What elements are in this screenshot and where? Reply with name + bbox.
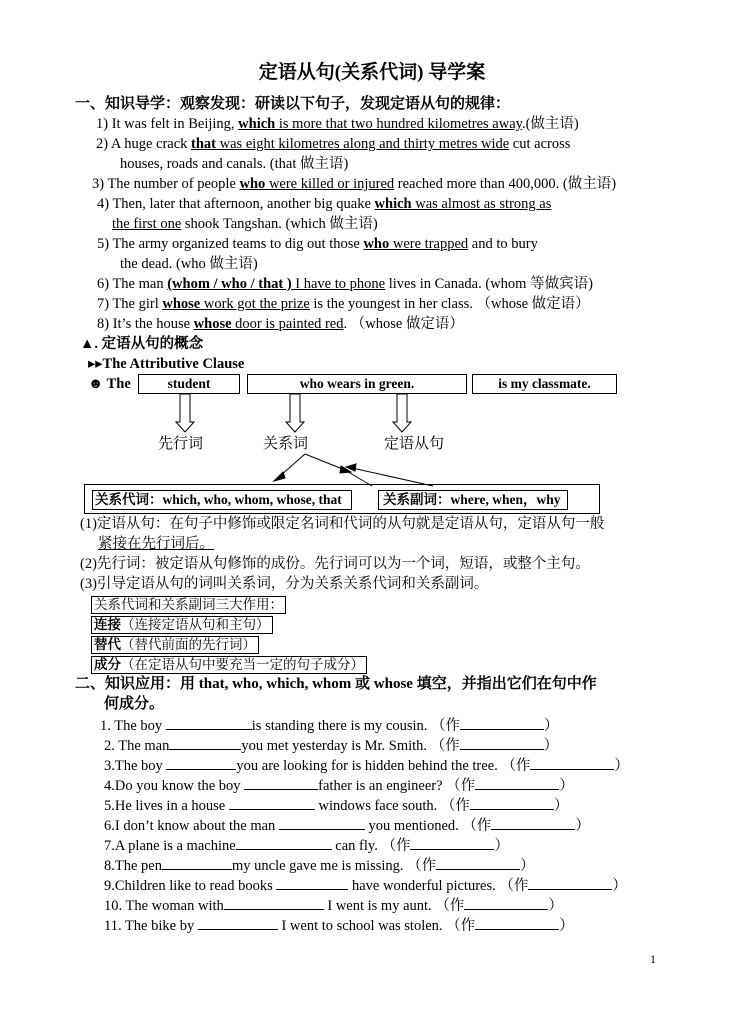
answer-blank[interactable] xyxy=(236,836,332,850)
box-relative-clause: who wears in green. xyxy=(247,374,467,394)
relative-pronouns-box: 关系代词：which, who, whom, whose, that xyxy=(92,490,352,510)
exercise-11: 11. The bike by I went to school was stolen. （作 ） xyxy=(104,918,574,934)
answer-blank[interactable] xyxy=(276,876,348,890)
sentence-6: 6) The man (whom / who / that ) I have to phone lives in Canada. (whom 等做宾语) xyxy=(97,276,593,292)
concept-heading: ▲. 定语从句的概念 xyxy=(80,336,204,352)
role-blank[interactable] xyxy=(460,736,544,750)
label-relative-word: 关系词 xyxy=(263,436,309,452)
label-antecedent: 先行词 xyxy=(158,436,204,452)
relative-adverbs-box: 关系副词：where, when，why xyxy=(378,490,568,510)
answer-blank[interactable] xyxy=(166,716,252,730)
page-number: 1 xyxy=(650,952,656,966)
exercise-3: 3.The boy you are looking for is hidden behind the tree. （作 ） xyxy=(104,758,629,774)
answer-blank[interactable] xyxy=(198,916,278,930)
answer-blank[interactable] xyxy=(224,896,324,910)
role-blank[interactable] xyxy=(491,816,575,830)
smiley-icon: ☻ xyxy=(88,376,104,392)
sentence-5: 5) The army organized teams to dig out those who were trapped and to bury xyxy=(97,236,538,252)
example-the: ☻ The xyxy=(88,376,131,392)
answer-blank[interactable] xyxy=(162,856,232,870)
exercise-2: 2. The man you met yesterday is Mr. Smith. （作 ） xyxy=(104,738,559,754)
note-2: (2)先行词：被定语从句修饰的成份。先行词可以为一个词，短语，或整个主句。 xyxy=(80,556,590,572)
note-1-cont: 紧接在先行词后。 xyxy=(98,536,214,552)
function-component: 成分（在定语从句中要充当一定的句子成分） xyxy=(91,656,367,674)
role-blank[interactable] xyxy=(475,776,559,790)
answer-blank[interactable] xyxy=(279,816,365,830)
box-main-predicate: is my classmate. xyxy=(472,374,617,394)
sentence-1: 1) It was felt in Beijing, which is more that two hundred kilometres away.(做主语) xyxy=(96,116,579,132)
role-blank[interactable] xyxy=(470,796,554,810)
sentence-3: 3) The number of people who were killed or injured reached more than 400,000. (做主语) xyxy=(92,176,617,192)
exercise-9: 9.Children like to read books have wonderful pictures. （作 ） xyxy=(104,878,627,894)
role-blank[interactable] xyxy=(475,916,559,930)
sentence-2: 2) A huge crack that was eight kilometres along and thirty metres wide cut across xyxy=(96,136,571,152)
exercise-6: 6.I don’t know about the man you mentioned. （作 ） xyxy=(104,818,590,834)
page-title: 定语从句(关系代词) 导学案 xyxy=(258,62,486,83)
sentence-2-cont: houses, roads and canals. (that 做主语) xyxy=(120,156,349,172)
exercise-7: 7.A plane is a machine can fly. （作 ） xyxy=(104,838,509,854)
exercise-5: 5.He lives in a house windows face south. （作 ） xyxy=(104,798,569,814)
note-3: (3)引导定语从句的词叫关系词，分为关系关系代词和关系副词。 xyxy=(80,576,489,592)
down-arrow-icon xyxy=(393,394,411,432)
exercise-8: 8.The pen my uncle gave me is missing. （作 ） xyxy=(104,858,535,874)
down-arrow-icon xyxy=(176,394,194,432)
concept-subheading: ▸▸The Attributive Clause xyxy=(88,356,245,372)
sentence-5-cont: the dead. (who 做主语) xyxy=(120,256,258,272)
answer-blank[interactable] xyxy=(166,756,236,770)
role-blank[interactable] xyxy=(410,836,494,850)
answer-blank[interactable] xyxy=(229,796,315,810)
role-blank[interactable] xyxy=(460,716,544,730)
role-blank[interactable] xyxy=(528,876,612,890)
down-arrow-icon xyxy=(286,394,304,432)
role-blank[interactable] xyxy=(436,856,520,870)
exercise-10: 10. The woman with I went is my aunt. （作 ） xyxy=(104,898,563,914)
note-1: (1)定语从句：在句子中修饰或限定名词和代词的从句就是定语从句，定语从句一般 xyxy=(80,516,605,532)
sentence-8: 8) It’s the house whose door is painted red. （whose 做定语） xyxy=(97,316,464,332)
sentence-4-cont: the first one shook Tangshan. (which 做主语) xyxy=(112,216,378,232)
function-replace: 替代（替代前面的先行词） xyxy=(91,636,259,654)
section1-heading: 一、知识导学：观察发现：研读以下句子，发现定语从句的规律： xyxy=(75,96,511,112)
box-antecedent: student xyxy=(138,374,240,394)
function-connect: 连接（连接定语从句和主句） xyxy=(91,616,273,634)
sentence-7: 7) The girl whose work got the prize is the youngest in her class. （whose 做定语） xyxy=(97,296,590,312)
answer-blank[interactable] xyxy=(169,736,241,750)
label-attributive-clause: 定语从句 xyxy=(384,436,445,452)
role-blank[interactable] xyxy=(464,896,548,910)
answer-blank[interactable] xyxy=(244,776,318,790)
sentence-4: 4) Then, later that afternoon, another big quake which was almost as strong as xyxy=(97,196,552,212)
role-blank[interactable] xyxy=(530,756,614,770)
section2-heading: 二、知识应用：用 that, who, which, whom 或 whose 填空，并指出它们在句中作 xyxy=(75,676,597,692)
exercise-1: 1. The boy is standing there is my cousin. （作 ） xyxy=(100,718,559,734)
exercise-4: 4.Do you know the boy father is an engineer? （作 ） xyxy=(104,778,574,794)
section2-heading-cont: 何成分。 xyxy=(104,696,165,712)
functions-title: 关系代词和关系副词三大作用： xyxy=(91,596,286,614)
